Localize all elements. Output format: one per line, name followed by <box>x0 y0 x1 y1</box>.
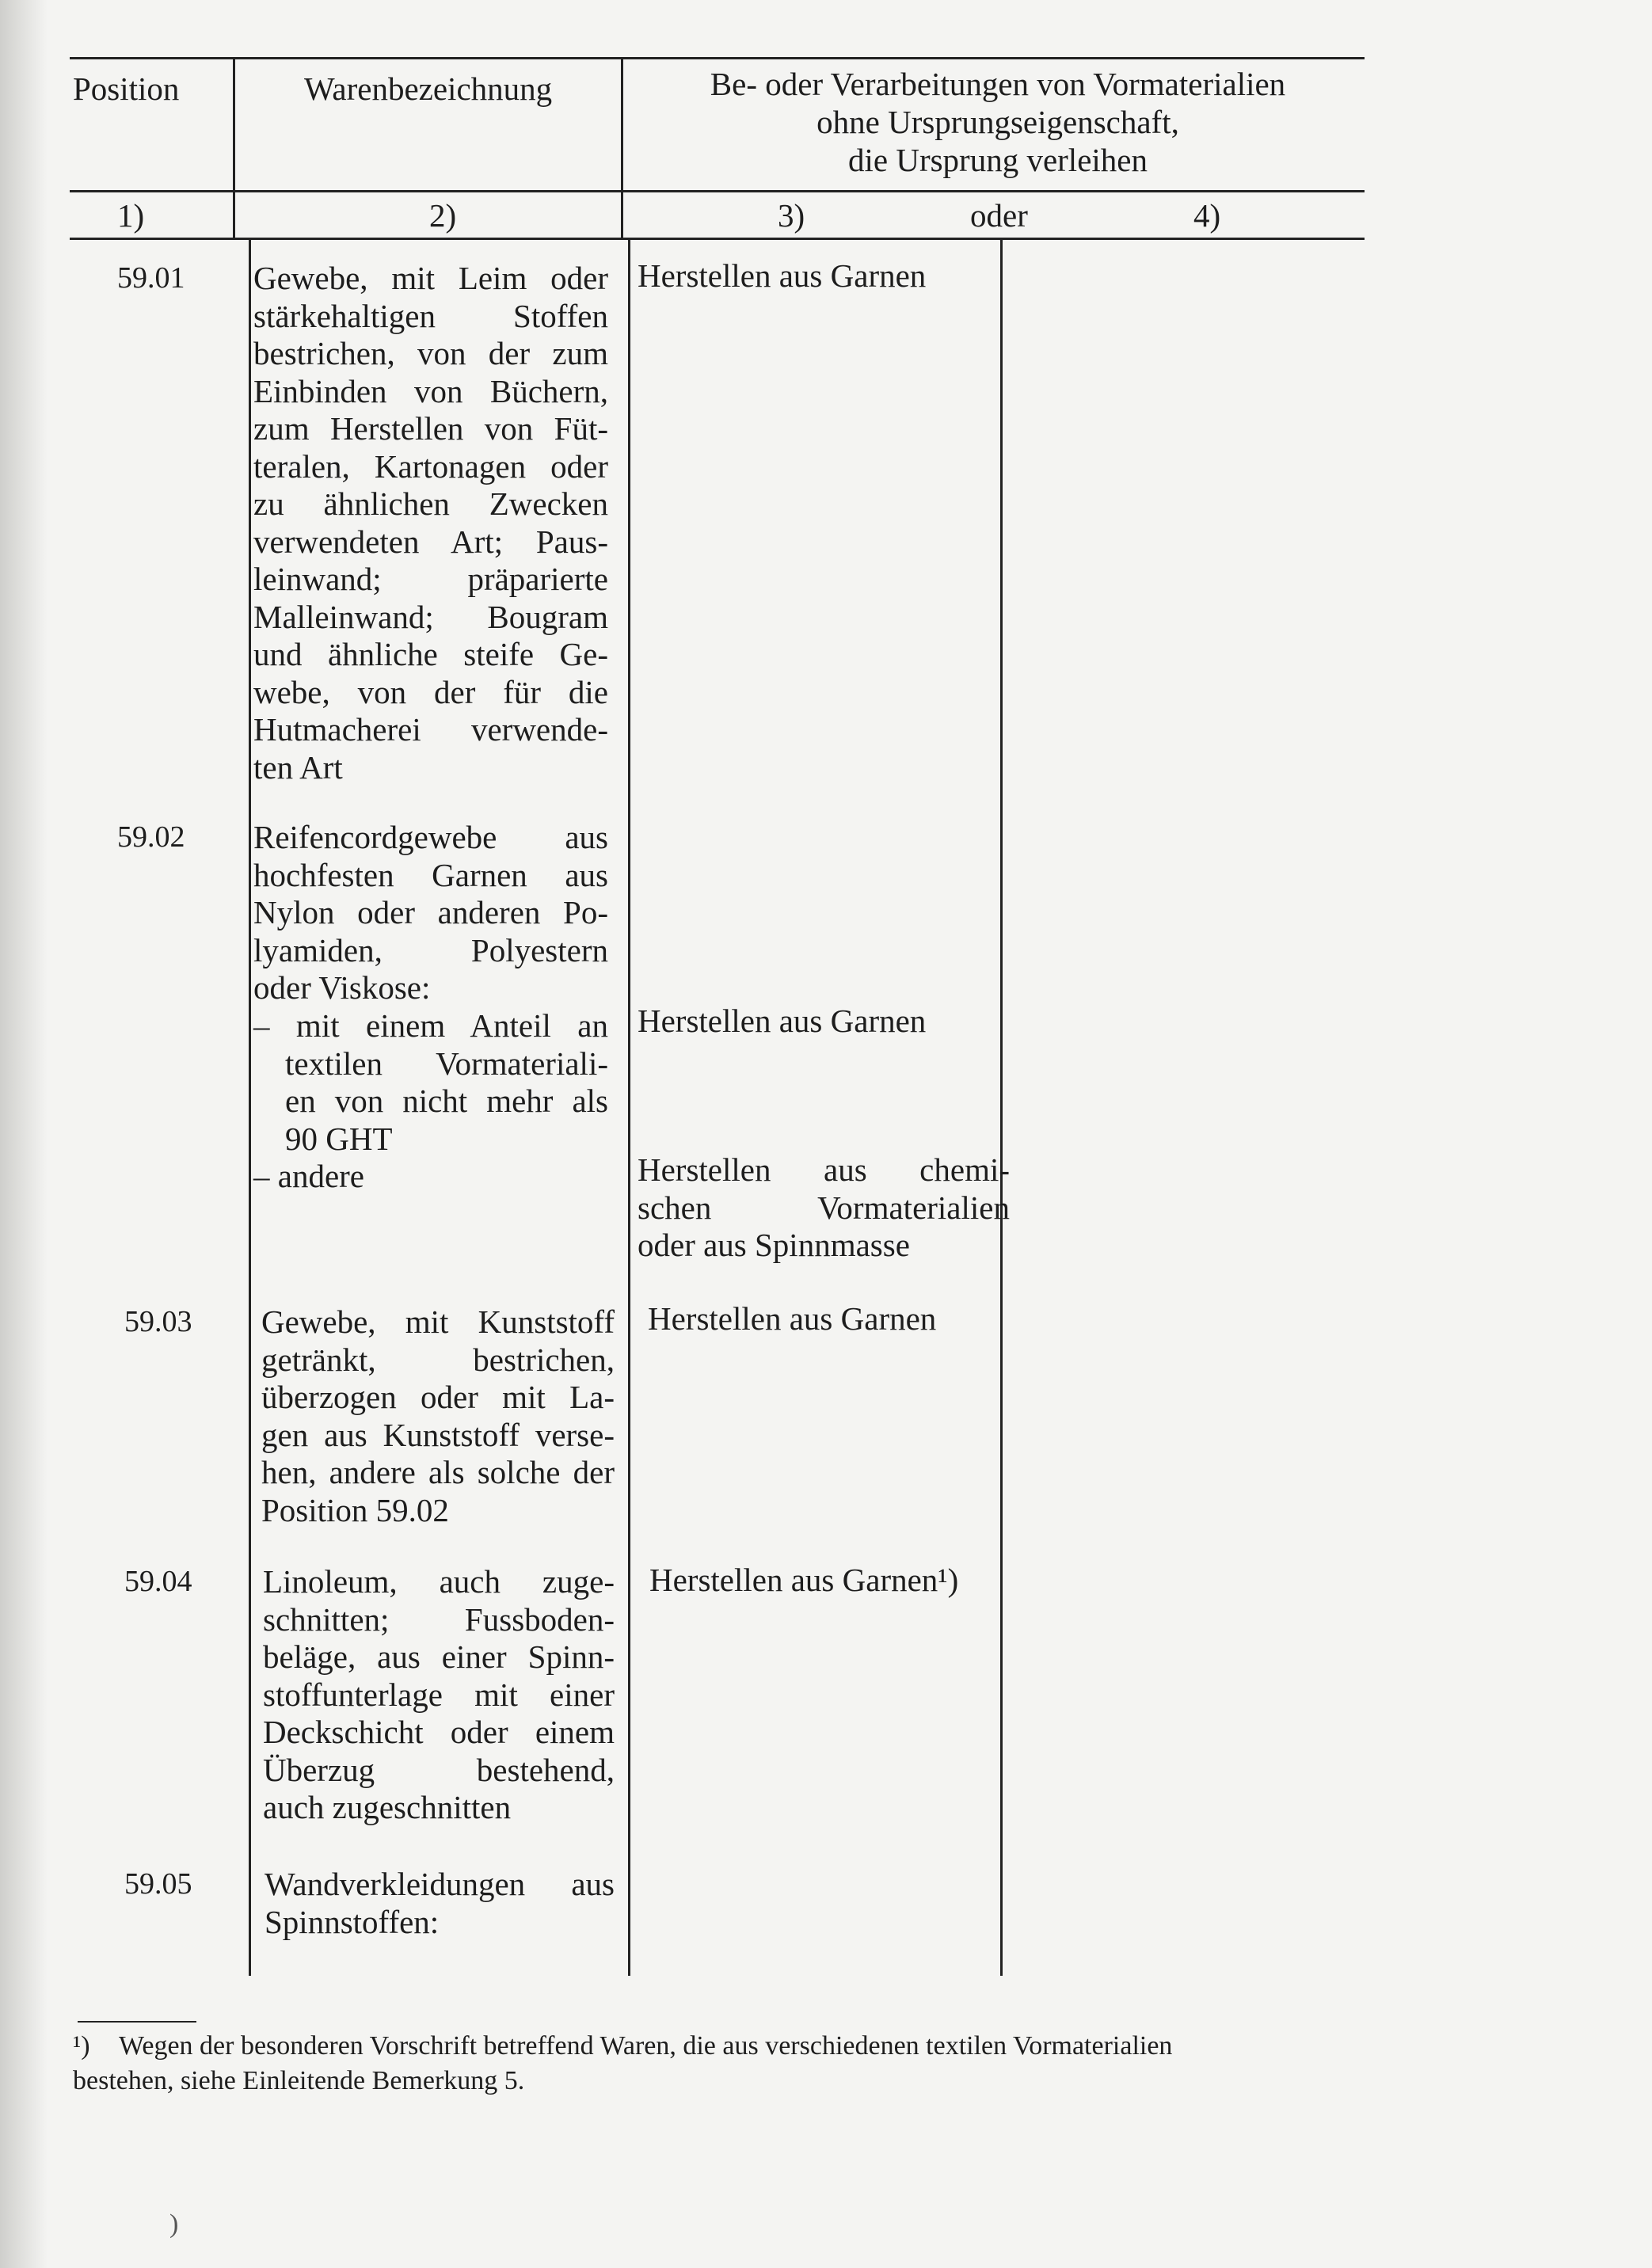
desc-line: Hutmacherei verwende- <box>253 711 608 748</box>
colnum-4: 4) <box>1193 197 1221 234</box>
desc-line: Position 59.02 <box>261 1491 449 1528</box>
row-position-5901: 59.01 <box>117 261 185 295</box>
desc-line: verwendeten Art; Paus- <box>253 523 608 560</box>
row-description-5903 <box>261 1303 615 1529</box>
desc-line: und ähnliche steife Ge- <box>253 636 608 672</box>
desc-line: leinwand; präparierte <box>253 561 608 597</box>
col-divider-2 <box>621 57 623 238</box>
desc-line: webe, von der für die <box>253 673 608 710</box>
row-description-5901 <box>253 260 608 786</box>
colnum-1: 1) <box>117 197 145 234</box>
desc-line: Reifencordgewebe aus <box>253 819 608 855</box>
desc-line: getränkt, bestrichen, <box>261 1341 615 1378</box>
desc-line: Deckschicht oder einem <box>263 1714 615 1750</box>
rule-line: Herstellen aus Garnen <box>638 1003 927 1039</box>
desc-line: Nylon oder anderen Po- <box>253 894 608 930</box>
header-processing-2: ohne Ursprungseigenschaft, <box>816 104 1179 140</box>
row-rule-5902-b <box>638 1151 1010 1265</box>
footnote-marker: ¹) <box>73 2031 90 2061</box>
header-processing-1: Be- oder Verarbeitungen von Vormaterialien <box>710 66 1286 102</box>
table-top-rule <box>70 57 1365 59</box>
colnum-3: 3) <box>778 197 805 234</box>
desc-line: teralen, Kartonagen oder <box>253 447 608 485</box>
desc-line: textilen Vormateriali- <box>285 1045 608 1082</box>
row-position-5905: 59.05 <box>124 1867 192 1901</box>
desc-line: ten Art <box>253 748 343 786</box>
desc-line: Spinnstoffen: <box>265 1903 440 1940</box>
desc-line: bestrichen, von der zum <box>253 335 608 371</box>
page-mark: ) <box>169 2209 179 2239</box>
row-rule-5904 <box>649 1562 1022 1600</box>
desc-line: hochfesten Garnen aus <box>253 856 608 893</box>
rule-line: schen Vormaterialien <box>638 1189 1010 1226</box>
desc-line: oder Viskose: <box>253 969 431 1006</box>
header-bottom-rule <box>70 190 1365 192</box>
rule-line: Herstellen aus Garnen <box>638 257 927 294</box>
header-position: Position <box>73 70 180 107</box>
colnum-bottom-rule <box>70 238 1365 240</box>
rule-line: oder aus Spinnmasse <box>638 1227 910 1263</box>
desc-line: schnitten; Fussboden- <box>263 1600 615 1638</box>
desc-line: Malleinwand; Bougram <box>253 598 608 635</box>
footnote-rule <box>78 2021 196 2023</box>
desc-line: Überzug bestehend, <box>263 1751 615 1788</box>
desc-line: Gewebe, mit Leim oder <box>253 260 608 296</box>
desc-line: Einbinden von Büchern, <box>253 372 608 409</box>
header-processing-3: die Ursprung verleihen <box>848 142 1148 178</box>
desc-line: zum Herstellen von Füt- <box>253 410 608 447</box>
rule-line: Herstellen aus Garnen <box>648 1300 937 1337</box>
desc-line: – mit einem Anteil an <box>253 1007 608 1044</box>
desc-line: en von nicht mehr als <box>285 1083 608 1119</box>
desc-line: hen, andere als solche der <box>261 1454 615 1490</box>
desc-line: stoffunterlage mit einer <box>263 1676 615 1713</box>
row-position-5903: 59.03 <box>124 1305 192 1338</box>
row-description-5902 <box>253 819 608 1007</box>
col-divider-1 <box>233 57 235 238</box>
row-position-5902: 59.02 <box>117 820 185 854</box>
row-subitem-5902-b <box>253 1158 608 1196</box>
row-description-5905 <box>265 1866 615 1941</box>
desc-line: Gewebe, mit Kunststoff <box>261 1303 615 1340</box>
desc-line: Wandverkleidungen aus <box>265 1866 615 1902</box>
scan-shadow <box>0 0 48 2268</box>
row-subitem-5902-a <box>253 1007 608 1158</box>
rule-line: Herstellen aus chemi- <box>638 1151 1010 1188</box>
desc-line: gen aus Kunststoff verse- <box>261 1416 615 1453</box>
footnote-line-1: Wegen der besonderen Vorschrift betreffend Waren, die aus verschiedenen textilen Vormaterialien <box>119 2031 1173 2061</box>
desc-line: 90 GHT <box>285 1120 393 1157</box>
row-position-5904: 59.04 <box>124 1565 192 1598</box>
rule-line: Herstellen aus Garnen¹) <box>649 1562 959 1598</box>
row-rule-5902-a <box>638 1003 1010 1041</box>
col-divider-1-body <box>249 238 251 1976</box>
row-rule-5901 <box>638 257 1010 295</box>
desc-line: – andere <box>253 1158 364 1194</box>
desc-line: Linoleum, auch zuge- <box>263 1563 615 1600</box>
desc-line: überzogen oder mit La- <box>261 1379 615 1415</box>
row-description-5904 <box>263 1563 615 1827</box>
footnote-line-2: bestehen, siehe Einleitende Bemerkung 5. <box>73 2066 525 2095</box>
col-divider-2-body <box>628 238 630 1976</box>
row-rule-5903 <box>648 1300 1020 1338</box>
desc-line: stärkehaltigen Stoffen <box>253 297 608 334</box>
desc-line: beläge, aus einer Spinn- <box>263 1638 615 1675</box>
colnum-2: 2) <box>429 197 457 234</box>
col-divider-3-body <box>1000 238 1003 1976</box>
header-goods: Warenbezeichnung <box>304 70 553 107</box>
desc-line: auch zugeschnitten <box>263 1789 512 1825</box>
desc-line: zu ähnlichen Zwecken <box>253 485 608 522</box>
desc-line: lyamiden, Polyestern <box>253 931 608 968</box>
colnum-or: oder <box>970 197 1028 234</box>
